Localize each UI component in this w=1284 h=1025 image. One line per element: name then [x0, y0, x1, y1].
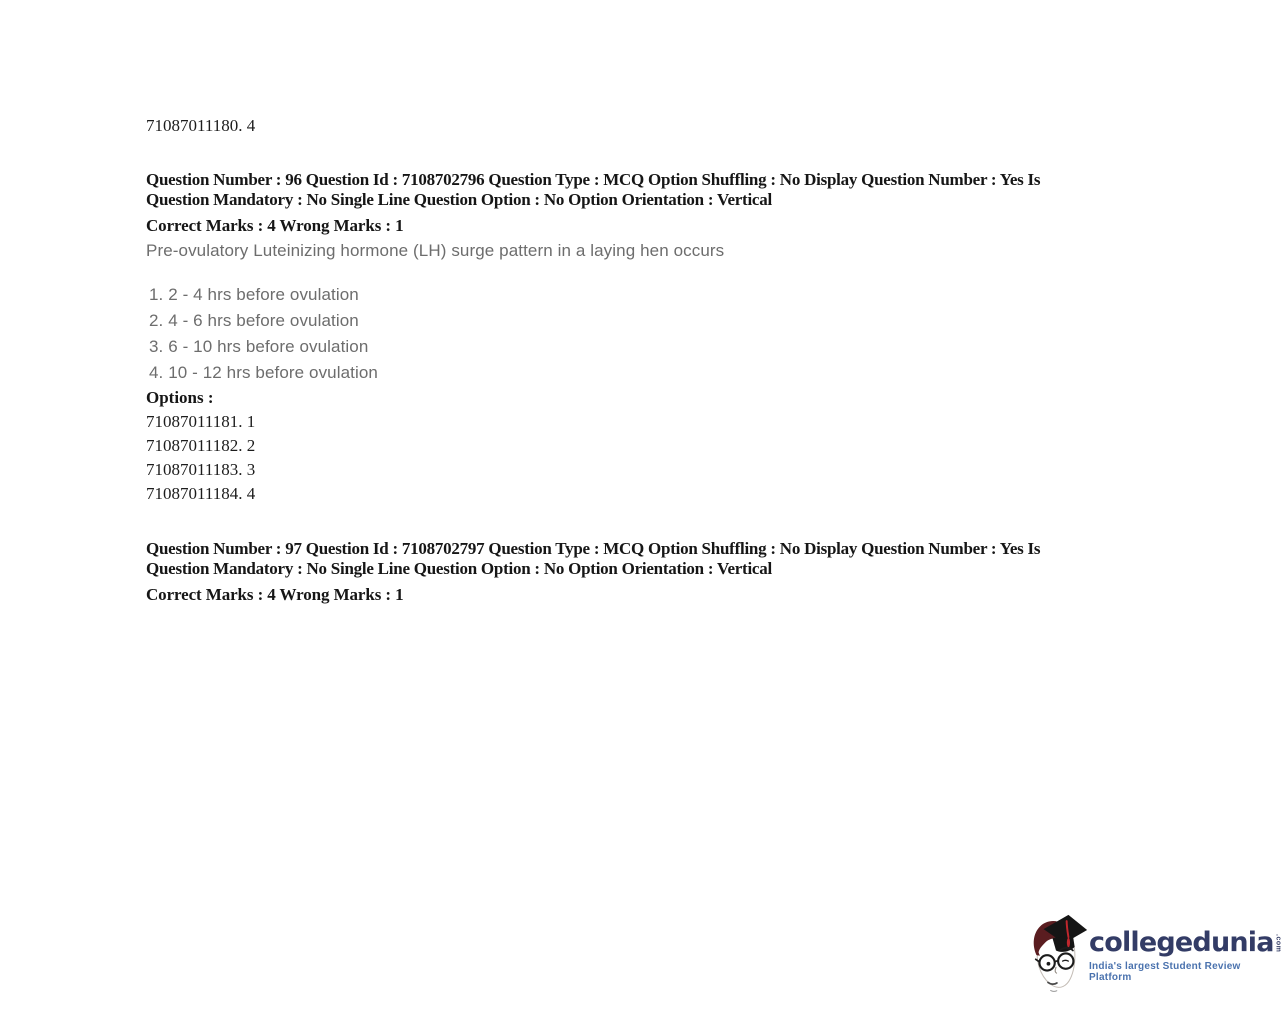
choice-2: 2. 4 - 6 hrs before ovulation	[149, 311, 359, 330]
question-96-option-ids	[146, 410, 255, 506]
choice-1: 1. 2 - 4 hrs before ovulation	[149, 285, 359, 304]
previous-question-answer-line: 71087011180. 4	[146, 116, 256, 135]
option-id-3: 71087011183. 3	[146, 460, 256, 479]
question-96-marks-line: Correct Marks : 4 Wrong Marks : 1	[146, 216, 404, 235]
question-96-options-label: Options :	[146, 388, 214, 407]
option-id-4: 71087011184. 4	[146, 484, 256, 503]
question-96-text: Pre-ovulatory Luteinizing hormone (LH) surge pattern in a laying hen occurs	[146, 241, 725, 260]
option-id-2: 71087011182. 2	[146, 436, 256, 455]
logo-tagline: India's largest Student Review Platform	[1089, 961, 1241, 983]
question-96-header-line-2: Question Mandatory : No Single Line Question Option : No Option Orientation : Vertical	[146, 189, 772, 209]
logo-brand-wordmark: collegedunia	[1089, 927, 1274, 958]
collegedunia-mascot-icon	[1024, 908, 1088, 1000]
option-id-1: 71087011181. 1	[146, 412, 256, 431]
question-96-header-block	[146, 170, 1106, 236]
question-97-header-line-2: Question Mandatory : No Single Line Question Option : No Option Orientation : Vertical	[146, 558, 772, 578]
question-97-marks-line: Correct Marks : 4 Wrong Marks : 1	[146, 585, 404, 604]
collegedunia-logo	[1024, 908, 1284, 1000]
logo-domain-suffix: .com	[1274, 934, 1282, 953]
question-97-header-block	[146, 539, 1106, 605]
question-96-header-line-1: Question Number : 96 Question Id : 7108702796 Question Type : MCQ Option Shuffling : No Display Question Number : Yes Is	[146, 170, 1041, 189]
logo-brand-row	[1089, 928, 1284, 958]
choice-4: 4. 10 - 12 hrs before ovulation	[149, 363, 378, 382]
question-97-header-line-1: Question Number : 97 Question Id : 7108702797 Question Type : MCQ Option Shuffling : No Display Question Number : Yes Is	[146, 539, 1041, 558]
logo-text-block	[1089, 908, 1284, 983]
choice-3: 3. 6 - 10 hrs before ovulation	[149, 337, 369, 356]
question-96-choices	[149, 282, 378, 386]
